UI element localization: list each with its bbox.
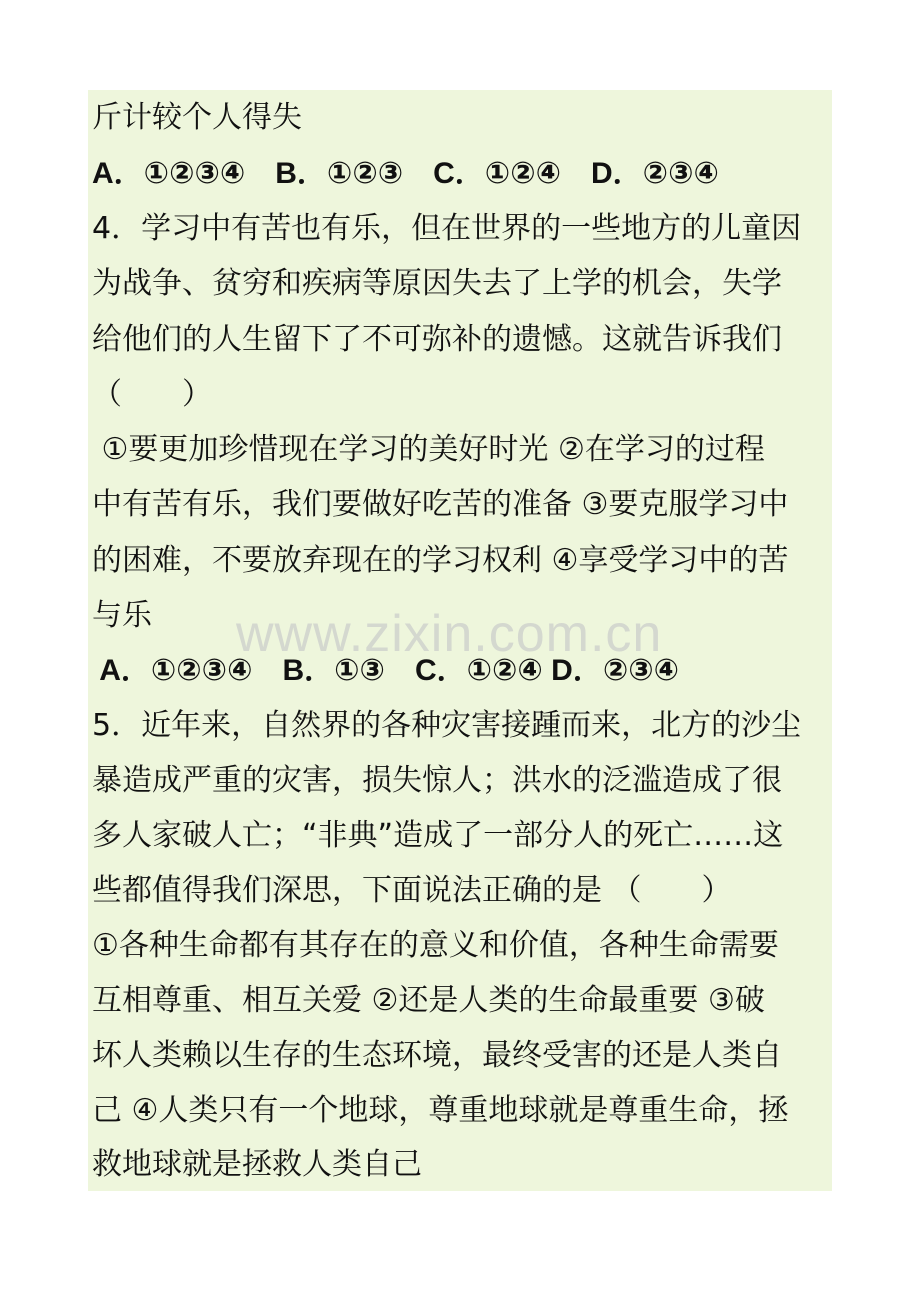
question-5-line: 5．近年来，自然界的各种灾害接踵而来，北方的沙尘 xyxy=(92,708,802,743)
text-line: 救地球就是拯救人类自己 xyxy=(92,1147,422,1182)
answer-options-q3: A．①②③④ B．①②③ C．①②④ D．②③④ xyxy=(92,157,719,190)
text-line: 的困难，不要放弃现在的学习权利 ④享受学习中的苦 xyxy=(92,543,789,578)
text-line: ①各种生命都有其存在的意义和价值，各种生命需要 xyxy=(92,928,779,963)
text-line: 中有苦有乐，我们要做好吃苦的准备 ③要克服学习中 xyxy=(92,487,789,522)
text-line: 些都值得我们深思，下面说法正确的是 （ ） xyxy=(92,873,732,908)
text-line: 坏人类赖以生存的生态环境，最终受害的还是人类自 xyxy=(92,1038,782,1073)
text-line: 斤计较个人得失 xyxy=(92,100,302,135)
text-line: ①要更加珍惜现在学习的美好时光 ②在学习的过程 xyxy=(92,432,765,467)
text-line: 与乐 xyxy=(92,598,152,633)
text-line: 多人家破人亡；“非典”造成了一部分人的死亡……这 xyxy=(92,818,784,853)
text-line: 给他们的人生留下了不可弥补的遗憾。这就告诉我们 xyxy=(92,322,782,357)
text-line: 己 ④人类只有一个地球，尊重地球就是尊重生命，拯 xyxy=(92,1093,789,1128)
answer-options-q4: A．①②③④ B．①③ C．①②④ D．②③④ xyxy=(92,654,680,687)
watermark: www.zixin.com.cn xyxy=(236,605,663,663)
question-4-line: 4．学习中有苦也有乐，但在世界的一些地方的儿童因 xyxy=(92,211,802,246)
text-line: 暴造成严重的灾害，损失惊人；洪水的泛滥造成了很 xyxy=(92,763,782,798)
text-line: 为战争、贫穷和疾病等原因失去了上学的机会，失学 xyxy=(92,266,782,301)
text-line: 互相尊重、相互关爱 ②还是人类的生命最重要 ③破 xyxy=(92,983,765,1018)
answer-bracket: （ ） xyxy=(92,377,212,412)
